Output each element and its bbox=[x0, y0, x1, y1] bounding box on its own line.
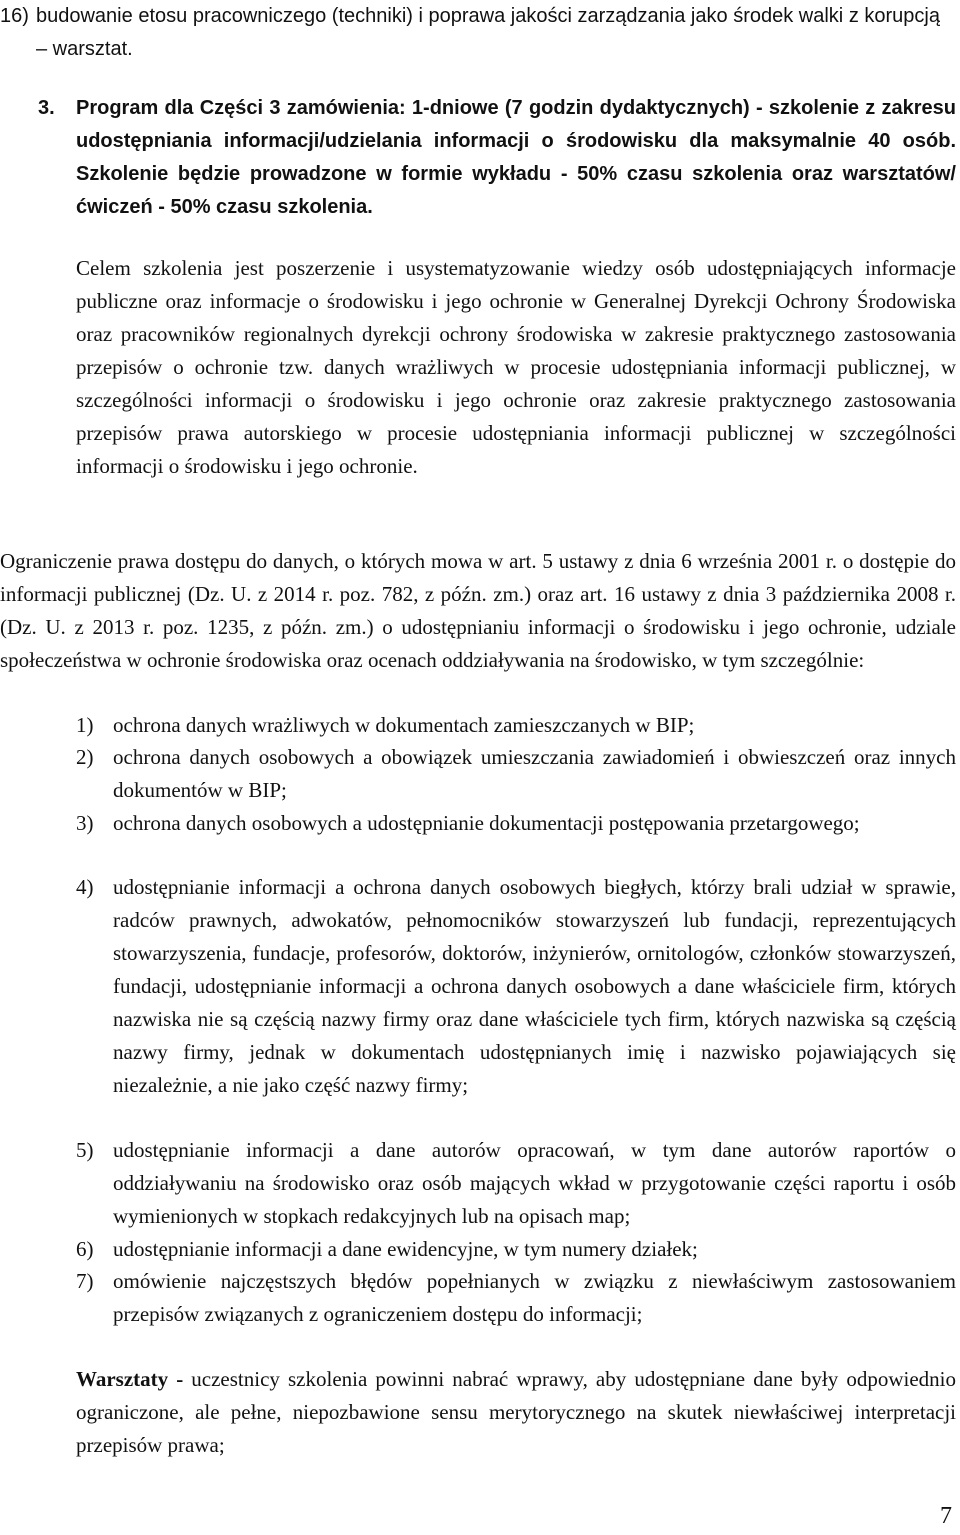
list-item-text: ochrona danych wrażliwych w dokumentach zamieszczanych w BIP; bbox=[113, 713, 695, 737]
workshops-label: Warsztaty - bbox=[76, 1367, 184, 1391]
list-item-number: 1) bbox=[76, 713, 94, 737]
list-item bbox=[76, 1233, 956, 1266]
item-text: budowanie etosu pracowniczego (techniki) i poprawa jakości zarządzania jako środek walki z korupcją – warsztat. bbox=[36, 5, 940, 60]
restriction-paragraph: Ograniczenie prawa dostępu do danych, o których mowa w art. 5 ustawy z dnia 6 września 2001 r. o dostępie do informacji publicznej (Dz. U. z 2014 r. poz. 782, z późn. zm.) oraz art. 16 ustawy z dnia 3 października 2008 r. (Dz. U. z 2013 r. poz. 1235, z późn. zm.) o udostępnianiu informacji o środowisku i jego ochronie, udziale społeczeństwa w ochronie środowiska oraz ocenach oddziaływania na środowisko, w tym szczególnie: bbox=[0, 549, 956, 672]
program-heading bbox=[38, 92, 956, 224]
list-item-text: udostępnianie informacji a ochrona danych osobowych biegłych, którzy brali udział w sprawie, radców prawnych, adwokatów, pełnomocników stowarzyszeń lub fundacji, reprezentujących stowarzyszenia, fundacje, profesorów, doktorów, inżynierów, ornitologów, członków stowarzyszeń, fundacji, udostępnianie informacji a ochrona danych osobowych a dane właściciele firm, których nazwiska nie są częścią nazwy firmy oraz dane właściciele tych firm, których nazwiska są częścią nazwy firmy, jednak w dokumentach udostępnianych imię i nazwisko pojawiających się niezależnie, a nie jako część nazwy firmy; bbox=[113, 875, 956, 1097]
list-item bbox=[76, 741, 956, 807]
list-item-number: 2) bbox=[76, 745, 94, 769]
item-number: 16) bbox=[0, 5, 29, 27]
workshops-paragraph bbox=[76, 1363, 956, 1462]
list-item-number: 4) bbox=[76, 875, 94, 899]
goal-paragraph: Celem szkolenia jest poszerzenie i usystematyzowanie wiedzy osób udostępniających informacje publiczne oraz informacje o środowisku i jego ochronie w Generalnej Dyrekcji Ochrony Środowiska oraz pracowników regionalnych dyrekcji ochrony środowiska w zakresie praktycznego zastosowania przepisów o ochronie tzw. danych wrażliwych w procesie udostępniania informacji publicznej, w szczególności informacji o środowisku i jego ochronie oraz zakresie praktycznego zastosowania przepisów prawa autorskiego w procesie udostępniania informacji publicznej w szczególności informacji o środowisku i jego ochronie. bbox=[76, 256, 956, 478]
list-item bbox=[76, 1265, 956, 1331]
list-item-text: udostępnianie informacji a dane autorów opracowań, w tym dane autorów raportów o oddziaływaniu na środowisko oraz osób mających wkład w przygotowanie części raportu i osób wymienionych w stopkach redakcyjnych lub na opisach map; bbox=[113, 1138, 956, 1228]
list-item-text: ochrona danych osobowych a udostępnianie dokumentacji postępowania przetargowego; bbox=[113, 811, 860, 835]
list-item-number: 7) bbox=[76, 1269, 94, 1293]
workshops-text: uczestnicy szkolenia powinni nabrać wprawy, aby udostępniane dane były odpowiednio ograniczone, ale pełne, niepozbawione sensu merytorycznego na skutek niewłaściwej interpretacji przepisów prawa; bbox=[76, 1367, 956, 1457]
list-item-number: 6) bbox=[76, 1237, 94, 1261]
list-item-text: udostępnianie informacji a dane ewidencyjne, w tym numery działek; bbox=[113, 1237, 698, 1261]
list-item-number: 5) bbox=[76, 1138, 94, 1162]
list-item-16 bbox=[0, 0, 940, 66]
list-item-text: ochrona danych osobowych a obowiązek umieszczania zawiadomień i obwieszczeń oraz innych dokumentów w BIP; bbox=[113, 745, 956, 802]
list-item bbox=[76, 807, 956, 840]
section-number: 3. bbox=[38, 97, 55, 119]
list-item bbox=[76, 871, 956, 1102]
list-item bbox=[76, 709, 956, 742]
page-number: 7 bbox=[940, 1503, 952, 1529]
program-intro: Program dla Części 3 zamówienia: 1-dniowe (7 godzin dydaktycznych) - szkolenie z zakresu udostępniania informacji/udzielania informacji o środowisku dla maksymalnie 40 osób. bbox=[76, 97, 956, 152]
program-form: Szkolenie będzie prowadzone w formie wykładu - 50% czasu szkolenia oraz warsztatów/ćwiczeń - 50% czasu szkolenia. bbox=[76, 163, 956, 218]
list-item-number: 3) bbox=[76, 811, 94, 835]
list-item bbox=[76, 1134, 956, 1233]
list-item-text: omówienie najczęstszych błędów popełnianych w związku z niewłaściwym zastosowaniem przepisów związanych z ograniczeniem dostępu do informacji; bbox=[113, 1269, 956, 1326]
